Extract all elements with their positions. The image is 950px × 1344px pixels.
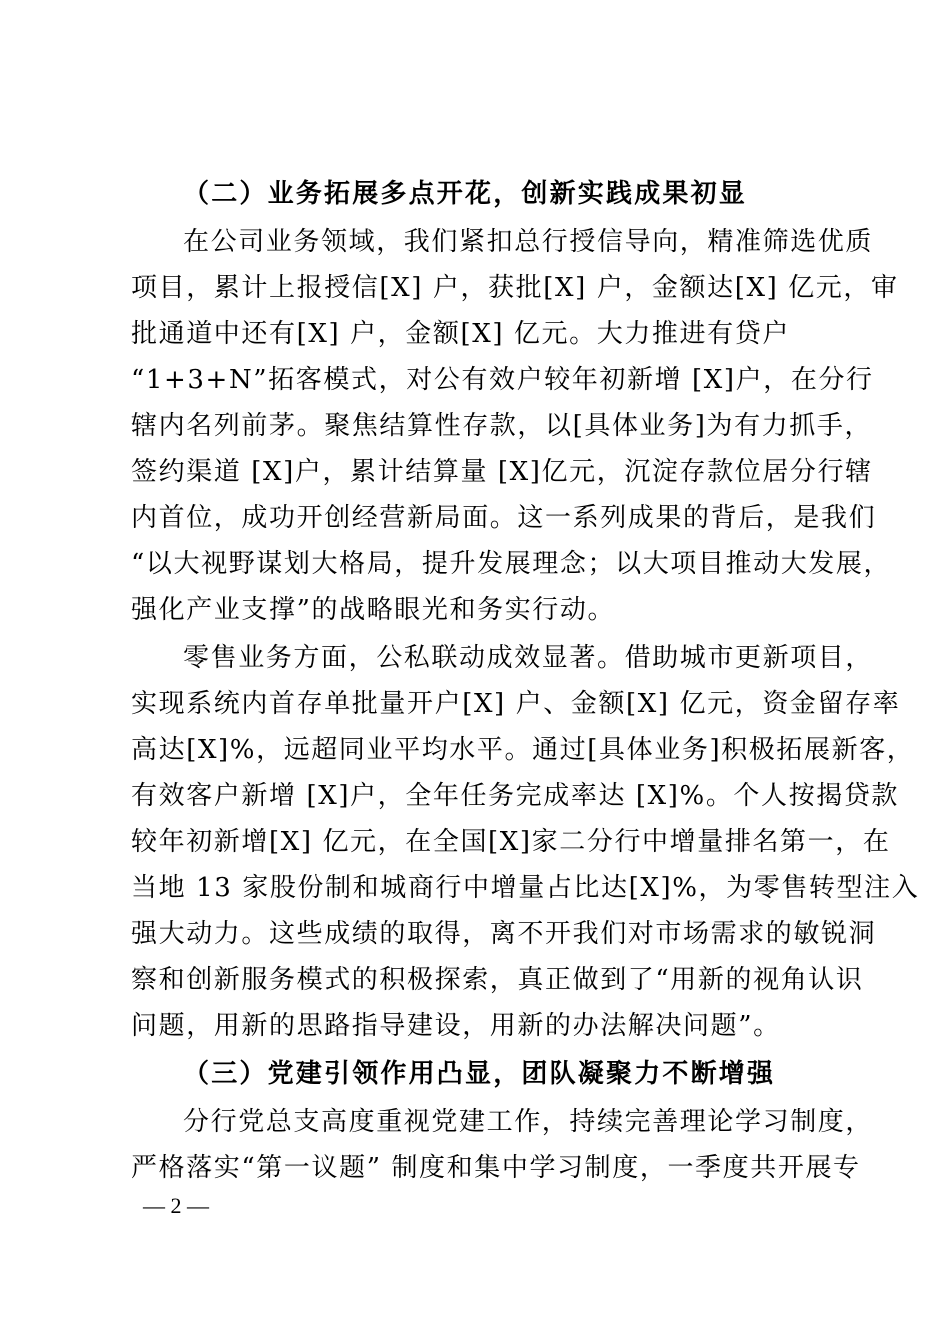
paragraph-line: 实现系统内首存单批量开户[X] 户、金额[X] 亿元，资金留存率 xyxy=(131,689,901,719)
paragraph-line: 严格落实“第一议题” 制度和集中学习制度，一季度共开展专 xyxy=(131,1153,861,1183)
paragraph-line: 分行党总支高度重视党建工作，持续完善理论学习制度， xyxy=(183,1107,874,1137)
paragraph-line: 强化产业支撑”的战略眼光和务实行动。 xyxy=(131,595,616,625)
paragraph-line: 问题，用新的思路指导建设，用新的办法解决问题”。 xyxy=(131,1011,781,1041)
paragraph-line: 签约渠道 [X]户，累计结算量 [X]亿元，沉淀存款位居分行辖 xyxy=(131,457,873,487)
paragraph-line: 零售业务方面，公私联动成效显著。借助城市更新项目， xyxy=(183,643,874,673)
paragraph-line: 批通道中还有[X] 户，金额[X] 亿元。大力推进有贷户 xyxy=(131,319,790,349)
paragraph-line: 强大动力。这些成绩的取得，离不开我们对市场需求的敏锐洞 xyxy=(131,919,877,949)
paragraph-line: 当地 13 家股份制和城商行中增量占比达[X]%，为零售转型注入 xyxy=(131,873,920,903)
page-number: — 2 — xyxy=(143,1193,209,1218)
paragraph-line: 项目，累计上报授信[X] 户，获批[X] 户，金额达[X] 亿元，审 xyxy=(131,273,899,303)
section-heading: （三）党建引领作用凸显，团队凝聚力不断增强 xyxy=(183,1059,776,1089)
paragraph-line: “1+3+N”拓客模式，对公有效户较年初新增 [X]户，在分行 xyxy=(131,365,874,395)
paragraph-line: 察和创新服务模式的积极探索，真正做到了“用新的视角认识 xyxy=(131,965,864,995)
paragraph-line: 高达[X]%，远超同业平均水平。通过[具体业务]积极拓展新客， xyxy=(131,735,915,765)
paragraph-line: “以大视野谋划大格局，提升发展理念；以大项目推动大发展， xyxy=(131,549,892,579)
paragraph-line: 较年初新增[X] 亿元，在全国[X]家二分行中增量排名第一，在 xyxy=(131,827,891,857)
paragraph-line: 在公司业务领域，我们紧扣总行授信导向，精准筛选优质 xyxy=(183,227,874,257)
paragraph-line: 辖内名列前茅。聚焦结算性存款，以[具体业务]为有力抓手， xyxy=(131,411,873,441)
section-heading: （二）业务拓展多点开花，创新实践成果初显 xyxy=(183,179,748,209)
paragraph-line: 内首位，成功开创经营新局面。这一系列成果的背后，是我们 xyxy=(131,503,877,533)
paragraph-line: 有效客户新增 [X]户，全年任务完成率达 [X]%。个人按揭贷款 xyxy=(131,781,900,811)
